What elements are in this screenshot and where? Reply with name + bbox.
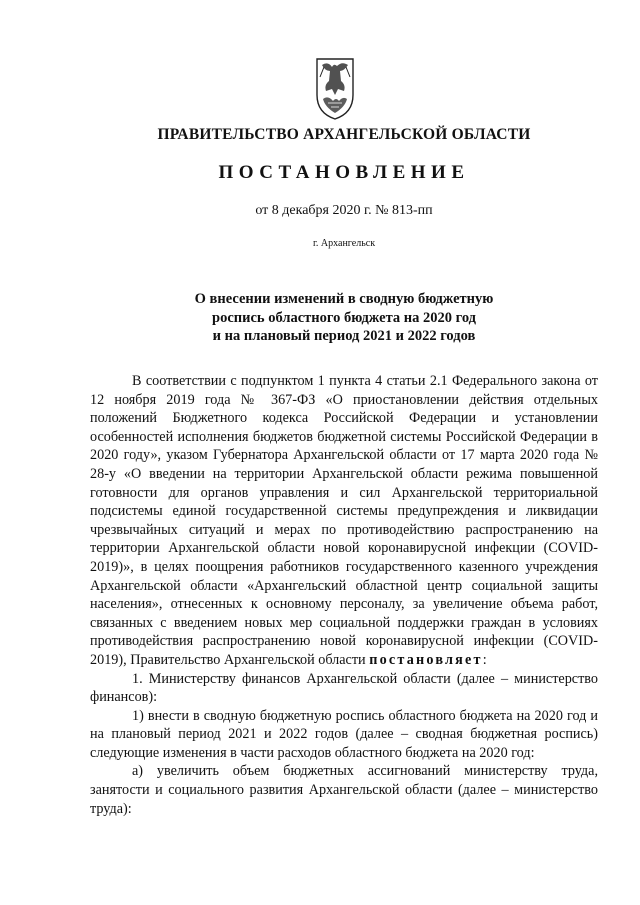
subject-line: и на плановый период 2021 и 2022 годов bbox=[212, 328, 476, 344]
document-city: г. Архангельск bbox=[312, 238, 376, 249]
preamble-text: В соответствии с подпунктом 1 пункта 4 статьи 2.1 Федерального закона от 12 ноября 2019 года № 367-ФЗ «О приостановлении действия отдельных положений Бюджетного кодекса Российской Федерации и установлении особенностей исполнения бюджетов бюджетной системы Российской Федерации в 2020 году», указом Губернатора Архангельской области от 17 марта 2020 года № 28-у «О введении на территории Архангельской области режима повышенной готовности для органов управления и сил Архангельской территориальной подсистемы единой государственной системы предупреждения и ликвидации чрезвычайных ситуаций и мерах по противодействию распространению на территории Архангельской области новой коронавирусной инфекции (COVID-2019)», в целях поощрения работников государственного казенного учреждения Архангельской области «Архангельский областной центр социальной защиты населения», отнесенных к основному персоналу, за увеличение объема работ, связанных с введением новых мер социальной поддержки граждан в условиях противодействия распространению новой коронавирусной инфекции (COVID-2019), Правительство Архангельской области bbox=[90, 373, 598, 668]
document-subject bbox=[24, 290, 640, 346]
subject-line: роспись областного бюджета на 2020 год bbox=[212, 309, 476, 326]
preamble-paragraph bbox=[90, 372, 598, 670]
document-date-number: от 8 декабря 2020 г. № 813-пп bbox=[255, 203, 433, 218]
coat-of-arms-icon bbox=[314, 55, 356, 121]
item-paragraph: 1) внести в сводную бюджетную роспись областного бюджета на 2020 год и на плановый период 2021 и 2022 годов (далее – сводная бюджетная роспись) следующие изменения в части расходов областного бюджета на 2020 год: bbox=[90, 707, 598, 761]
document-type: ПОСТАНОВЛЕНИЕ bbox=[218, 162, 470, 183]
resolves-colon: : bbox=[482, 651, 487, 668]
item-paragraph: а) увеличить объем бюджетных ассигнований министерству труда, занятости и социального развития Архангельской области (далее – министерство труда): bbox=[90, 763, 598, 817]
resolves-word: постановляет bbox=[369, 651, 483, 668]
document-body bbox=[90, 372, 598, 818]
subject-line: О внесении изменений в сводную бюджетную bbox=[194, 291, 494, 307]
government-name: ПРАВИТЕЛЬСТВО АРХАНГЕЛЬСКОЙ ОБЛАСТИ bbox=[157, 126, 531, 143]
item-paragraph: 1. Министерству финансов Архангельской области (далее – министерство финансов): bbox=[90, 670, 598, 706]
